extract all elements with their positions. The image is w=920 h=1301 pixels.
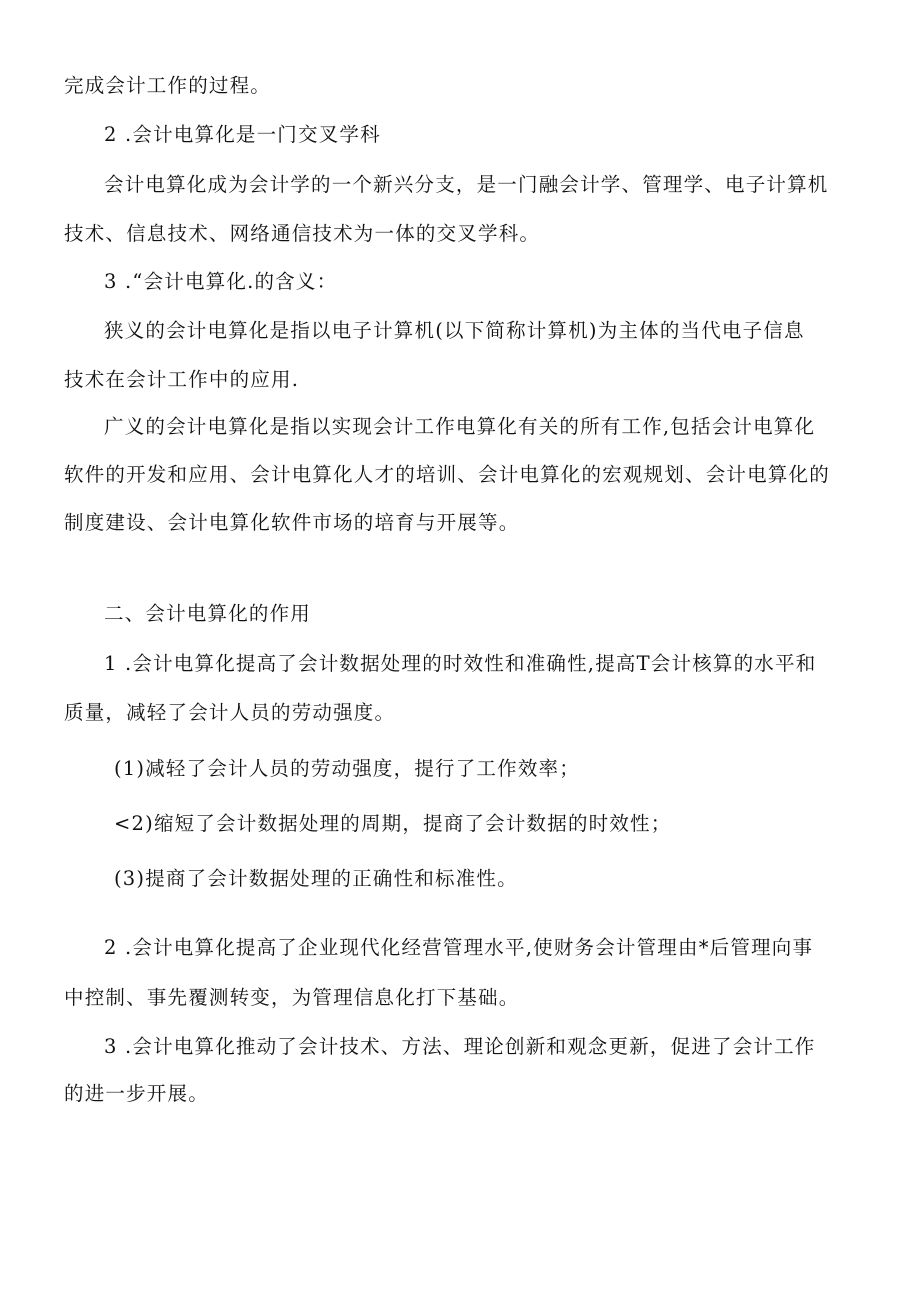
list-item: (3)提商了会计数据处理的正确性和标准性。 [114, 867, 518, 890]
text-line: 完成会计工作的过程。 [64, 74, 272, 97]
section-heading: 2 .会计电算化是一门交叉学科 [104, 123, 381, 146]
list-item: <2)缩短了会计数据处理的周期，提商了会计数据的时效性； [114, 812, 672, 835]
section-heading: 2 .会计电算化提高了企业现代化经营管理水平,使财务会计管理由*后管理向事 [104, 936, 814, 959]
text-line: 的进一步开展。 [64, 1082, 209, 1105]
text-line: 中控制、事先覆测转变，为管理信息化打下基础。 [64, 986, 520, 1009]
section-title: 二、会计电算化的作用 [104, 602, 312, 625]
text-line: 会计电算化成为会计学的一个新兴分支，是一门融会计学、管理学、电子计算机 [104, 173, 829, 196]
text-line: 质量，减轻了会计人员的劳动强度。 [64, 701, 396, 724]
section-heading: 3 .会计电算化推动了会计技术、方法、理论创新和观念更新，促进了会计工作 [104, 1035, 816, 1058]
list-item: (1)减轻了会计人员的劳动强度，提行了工作效率； [114, 757, 580, 780]
text-line: 狭义的会计电算化是指以电子计算机(以下简称计算机)为主体的当代电子信息 [104, 319, 805, 342]
section-heading: 3 .“会计电算化.的含义： [104, 270, 338, 293]
text-line: 制度建设、会计电算化软件市场的培育与开展等。 [64, 511, 520, 534]
text-line: 技术、信息技术、网络通信技术为一体的交叉学科。 [64, 222, 541, 245]
text-line: 广义的会计电算化是指以实现会计工作电算化有关的所有工作,包括会计电算化 [104, 415, 816, 438]
text-line: 技术在会计工作中的应用. [64, 368, 300, 391]
section-heading: 1 .会计电算化提高了会计数据处理的时效性和准确性,提高T会计核算的水平和 [104, 652, 817, 675]
text-line: 软件的开发和应用、会计电算化人才的培训、会计电算化的宏观规划、会计电算化的 [64, 463, 830, 486]
